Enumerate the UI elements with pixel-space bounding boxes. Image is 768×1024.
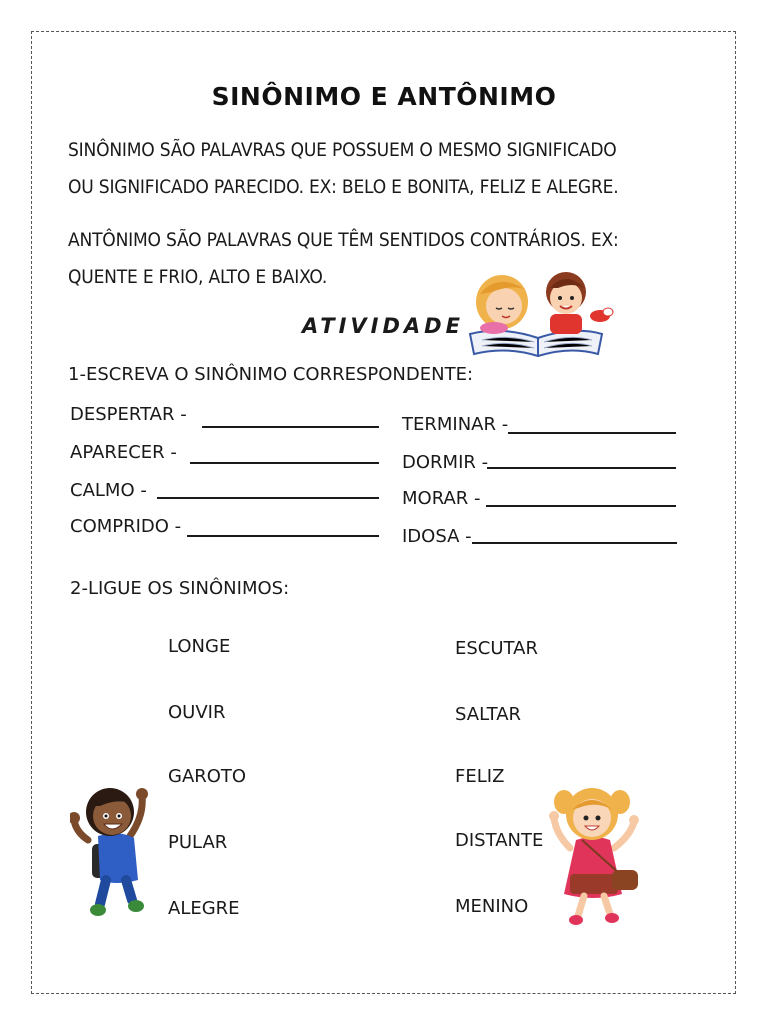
word-comprido: COMPRIDO - — [70, 516, 182, 537]
jumping-girl-illustration — [548, 778, 644, 928]
match-right-menino[interactable]: MENINO — [455, 896, 529, 917]
answer-line-idosa[interactable] — [472, 542, 677, 544]
word-despertar: DESPERTAR - — [70, 404, 187, 425]
antonym-line-2: QUENTE E FRIO, ALTO E BAIXO. — [68, 266, 328, 288]
jumping-boy-illustration — [70, 776, 162, 920]
question-1-prompt: 1-ESCREVA O SINÔNIMO CORRESPONDENTE: — [68, 364, 474, 385]
match-left-pular[interactable]: PULAR — [168, 832, 228, 853]
word-calmo: CALMO - — [70, 480, 147, 501]
word-idosa: IDOSA - — [402, 526, 472, 547]
answer-line-comprido[interactable] — [187, 535, 379, 537]
word-aparecer: APARECER - — [70, 442, 177, 463]
kids-reading-book-illustration — [462, 262, 618, 360]
answer-line-calmo[interactable] — [157, 497, 379, 499]
match-left-alegre[interactable]: ALEGRE — [168, 898, 240, 919]
match-left-ouvir[interactable]: OUVIR — [168, 702, 226, 723]
synonym-line-1: SINÔNIMO SÃO PALAVRAS QUE POSSUEM O MESMO SIGNIFICADO — [68, 139, 617, 161]
answer-line-dormir[interactable] — [487, 467, 676, 469]
word-dormir: DORMIR - — [402, 452, 489, 473]
word-morar: MORAR - — [402, 488, 481, 509]
match-right-feliz[interactable]: FELIZ — [455, 766, 505, 787]
match-left-garoto[interactable]: GAROTO — [168, 766, 247, 787]
antonym-line-1: ANTÔNIMO SÃO PALAVRAS QUE TÊM SENTIDOS CONTRÁRIOS. EX: — [68, 229, 619, 251]
match-right-saltar[interactable]: SALTAR — [455, 704, 522, 725]
synonym-line-2: OU SIGNIFICADO PARECIDO. EX: BELO E BONITA, FELIZ E ALEGRE. — [68, 176, 619, 198]
activity-heading: ATIVIDADE — [302, 314, 464, 338]
answer-line-terminar[interactable] — [508, 432, 676, 434]
match-right-distante[interactable]: DISTANTE — [455, 830, 544, 851]
answer-line-aparecer[interactable] — [190, 462, 379, 464]
page-title: SINÔNIMO E ANTÔNIMO — [211, 82, 557, 111]
word-terminar: TERMINAR - — [402, 414, 509, 435]
question-2-prompt: 2-LIGUE OS SINÔNIMOS: — [70, 578, 290, 599]
match-right-escutar[interactable]: ESCUTAR — [455, 638, 538, 659]
answer-line-despertar[interactable] — [202, 426, 379, 428]
synonym-definition — [68, 132, 618, 206]
answer-line-morar[interactable] — [486, 505, 676, 507]
match-left-longe[interactable]: LONGE — [168, 636, 231, 657]
